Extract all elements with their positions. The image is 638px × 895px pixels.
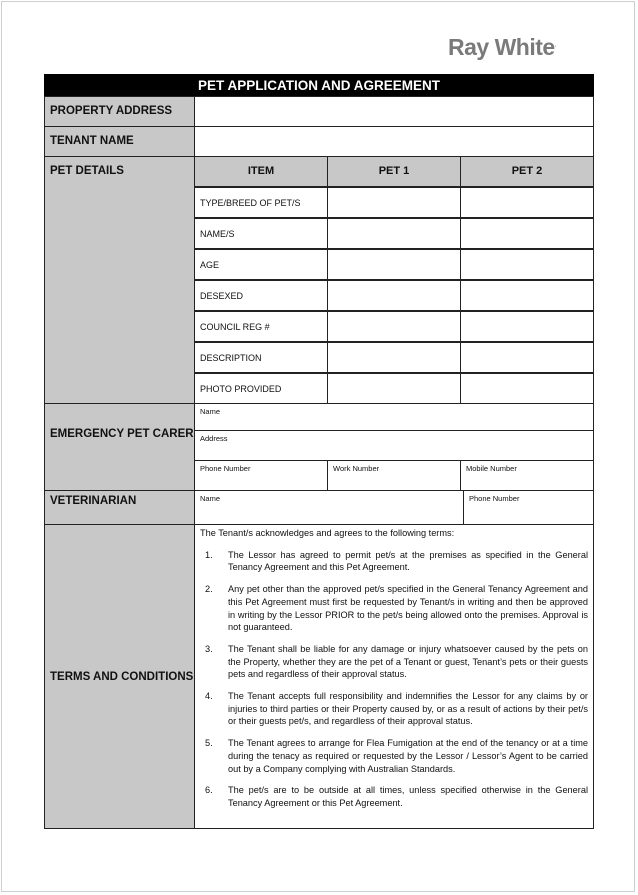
tenant-name-label: TENANT NAME — [44, 126, 195, 157]
veterinarian-label: VETERINARIAN — [44, 490, 195, 525]
pet2-field[interactable] — [460, 342, 594, 373]
item-label: DESCRIPTION — [194, 342, 328, 373]
pet2-field[interactable] — [460, 311, 594, 342]
pet1-field[interactable] — [327, 218, 461, 249]
term-text: The Tenant accepts full responsibility and indemnifies the Lessor for any claims by or injuries to third parties or their Property caused by, or as a result of actions by their pet/s or their guests pet/s, and regardless of their approval status. — [228, 691, 588, 727]
pet1-field[interactable] — [327, 280, 461, 311]
form-title: PET APPLICATION AND AGREEMENT — [44, 74, 594, 96]
item-label: NAME/S — [194, 218, 328, 249]
vet-name-label: Name — [200, 494, 221, 503]
emergency-mobile-field[interactable] — [460, 460, 594, 491]
pet-details-label: PET DETAILS — [44, 156, 195, 404]
term-text: Any pet other than the approved pet/s specified in the General Tenancy Agreement and this Pet Agreement must first be requested by Tenant/s in writing and then be approved in writing by the Lessor PRIOR to the pet/s being allowed onto the premises. Approval is not guaranteed. — [228, 584, 588, 633]
vet-phone-field[interactable] — [463, 490, 594, 525]
term-text: The pet/s are to be outside at all times, unless specified otherwise in the General Tenancy Agreement or this Pet Agreement. — [228, 785, 588, 808]
property-address-field[interactable] — [194, 96, 594, 127]
pet1-field[interactable] — [327, 187, 461, 218]
emergency-address-field[interactable] — [194, 430, 594, 461]
terms-content — [194, 524, 594, 829]
emergency-address-label: Address — [200, 434, 228, 443]
pet-application-form — [44, 74, 594, 828]
tenant-name-field[interactable] — [194, 126, 594, 157]
term-item — [200, 737, 588, 775]
column-header-pet1: PET 1 — [327, 156, 461, 187]
item-label: PHOTO PROVIDED — [194, 373, 328, 404]
vet-name-field[interactable] — [194, 490, 464, 525]
column-header-pet2: PET 2 — [460, 156, 594, 187]
pet1-field[interactable] — [327, 342, 461, 373]
pet1-field[interactable] — [327, 249, 461, 280]
term-number: 3. — [205, 643, 213, 654]
property-address-label: PROPERTY ADDRESS — [44, 96, 195, 127]
term-number: 2. — [205, 584, 213, 595]
pet2-field[interactable] — [460, 218, 594, 249]
term-text: The Tenant agrees to arrange for Flea Fumigation at the end of the tenancy or at a time during the tenacy as required or requested by the Lessor / Lessor’s Agent to be carried out by a Company complying with Australian Standards. — [228, 738, 588, 774]
form-grid — [44, 96, 594, 828]
pet2-field[interactable] — [460, 373, 594, 404]
ray-white-logo: Ray White. — [448, 34, 556, 60]
emergency-work-field[interactable] — [327, 460, 461, 491]
emergency-phone-field[interactable] — [194, 460, 328, 491]
term-item — [200, 583, 588, 634]
pet1-field[interactable] — [327, 311, 461, 342]
pet1-field[interactable] — [327, 373, 461, 404]
term-number: 5. — [205, 738, 213, 749]
term-text: The Lessor has agreed to permit pet/s at the premises as specified in the General Tenancy Agreement and this Pet Agreement. — [228, 549, 588, 573]
term-item — [200, 784, 588, 809]
term-number: 4. — [205, 691, 213, 702]
item-label: AGE — [194, 249, 328, 280]
emergency-name-label: Name — [200, 407, 221, 416]
emergency-name-field[interactable] — [194, 403, 594, 431]
terms-intro: The Tenant/s acknowledges and agrees to the following terms: — [200, 528, 455, 538]
item-label: COUNCIL REG # — [194, 311, 328, 342]
term-item — [200, 643, 588, 681]
term-item — [200, 549, 588, 574]
term-number: 1. — [205, 549, 213, 560]
emergency-phone-label: Phone Number — [200, 464, 251, 473]
item-label: TYPE/BREED OF PET/S — [194, 187, 328, 218]
column-header-item: ITEM — [194, 156, 328, 187]
item-label: DESEXED — [194, 280, 328, 311]
terms-label: TERMS AND CONDITIONS — [44, 524, 195, 829]
term-number: 6. — [205, 785, 213, 796]
pet2-field[interactable] — [460, 249, 594, 280]
terms-list — [200, 549, 588, 810]
pet2-field[interactable] — [460, 280, 594, 311]
term-item — [200, 690, 588, 728]
emergency-work-label: Work Number — [333, 464, 380, 473]
vet-phone-label: Phone Number — [469, 494, 520, 503]
emergency-mobile-label: Mobile Number — [466, 464, 517, 473]
emergency-pet-carer-label: EMERGENCY PET CARER — [44, 403, 195, 491]
term-text: The Tenant shall be liable for any damage or injury whatsoever caused by the pets on the Property, whether they are the pet of a Tenant or guest, Tenant’s pets or their guests pets and regardless of their approval status. — [228, 643, 588, 680]
pet2-field[interactable] — [460, 187, 594, 218]
